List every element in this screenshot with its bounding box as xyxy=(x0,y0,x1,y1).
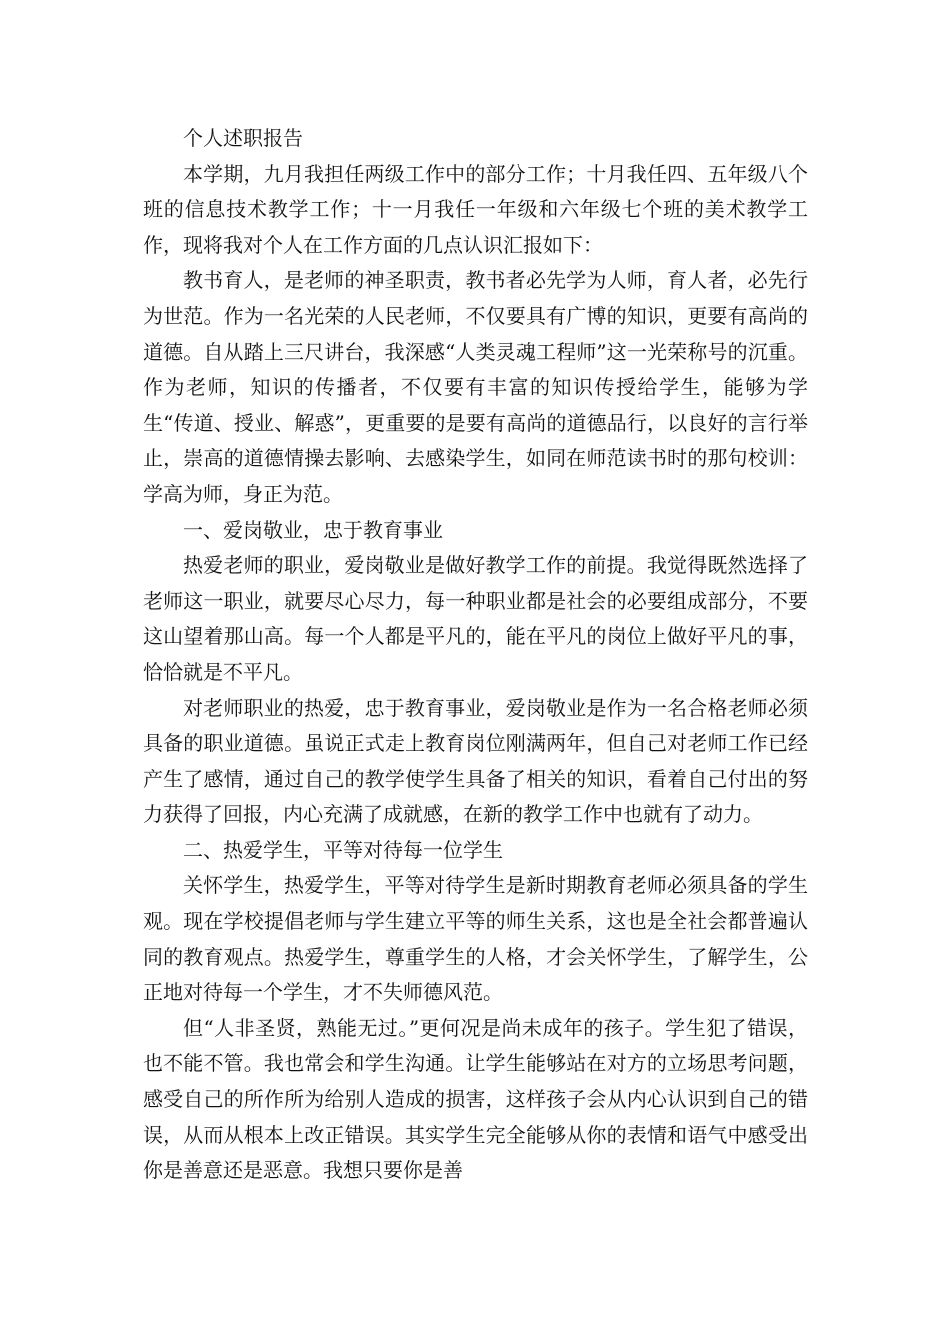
section-heading-2: 二、热爱学生，平等对待每一位学生 xyxy=(183,837,503,862)
paragraph-professional-ethics: 对老师职业的热爱，忠于教育事业，爱岗敬业是作为一名合格老师必须具备的职业道德。虽说正式走上教育岗位刚满两年，但自己对老师工作已经产生了感情，通过自己的教学使学生具备了相关的知识，看着自己付出的努力获得了回报，内心充满了成就感，在新的教学工作中也就有了动力。 xyxy=(143,695,808,827)
document-title: 个人述职报告 xyxy=(183,126,303,150)
paragraph-care-students: 关怀学生，热爱学生，平等对待学生是新时期教育老师必须具备的学生观。现在学校提倡老师与学生建立平等的师生关系，这也是全社会都普遍认同的教育观点。热爱学生，尊重学生的人格，才会关怀学生，了解学生，公正地对待每一个学生，才不失师德风范。 xyxy=(143,873,808,1005)
section-heading-1: 一、爱岗敬业，忠于教育事业 xyxy=(183,517,443,542)
paragraph-teaching-duty: 教书育人，是老师的神圣职责，教书者必先学为人师，育人者，必先行为世范。作为一名光荣的人民老师，不仅要具有广博的知识，更要有高尚的道德。自从踏上三尺讲台，我深感“人类灵魂工程师”这一光荣称号的沉重。作为老师，知识的传播者，不仅要有丰富的知识传授给学生，能够为学生“传道、授业、解惑”，更重要的是要有高尚的道德品行，以良好的言行举止，崇高的道德情操去影响、去感染学生，如同在师范读书时的那句校训：学高为师，身正为范。 xyxy=(143,268,808,506)
paragraph-student-mistakes: 但“人非圣贤，熟能无过。”更何况是尚未成年的孩子。学生犯了错误，也不能不管。我也常会和学生沟通。让学生能够站在对方的立场思考问题，感受自己的所作所为给别人造成的损害，这样孩子会从内心认识到自己的错误，从而从根本上改正错误。其实学生完全能够从你的表情和语气中感受出你是善意还是恶意。我想只要你是善 xyxy=(143,1015,808,1183)
paragraph-love-job: 热爱老师的职业，爱岗敬业是做好教学工作的前提。我觉得既然选择了老师这一职业，就要尽心尽力，每一种职业都是社会的必要组成部分，不要这山望着那山高。每一个人都是平凡的，能在平凡的岗位上做好平凡的事，恰恰就是不平凡。 xyxy=(143,553,808,684)
document-body xyxy=(143,121,808,1189)
intro-paragraph: 本学期，九月我担任两级工作中的部分工作；十月我任四、五年级八个班的信息技术教学工作；十一月我任一年级和六年级七个班的美术教学工作，现将我对个人在工作方面的几点认识汇报如下： xyxy=(143,161,808,257)
